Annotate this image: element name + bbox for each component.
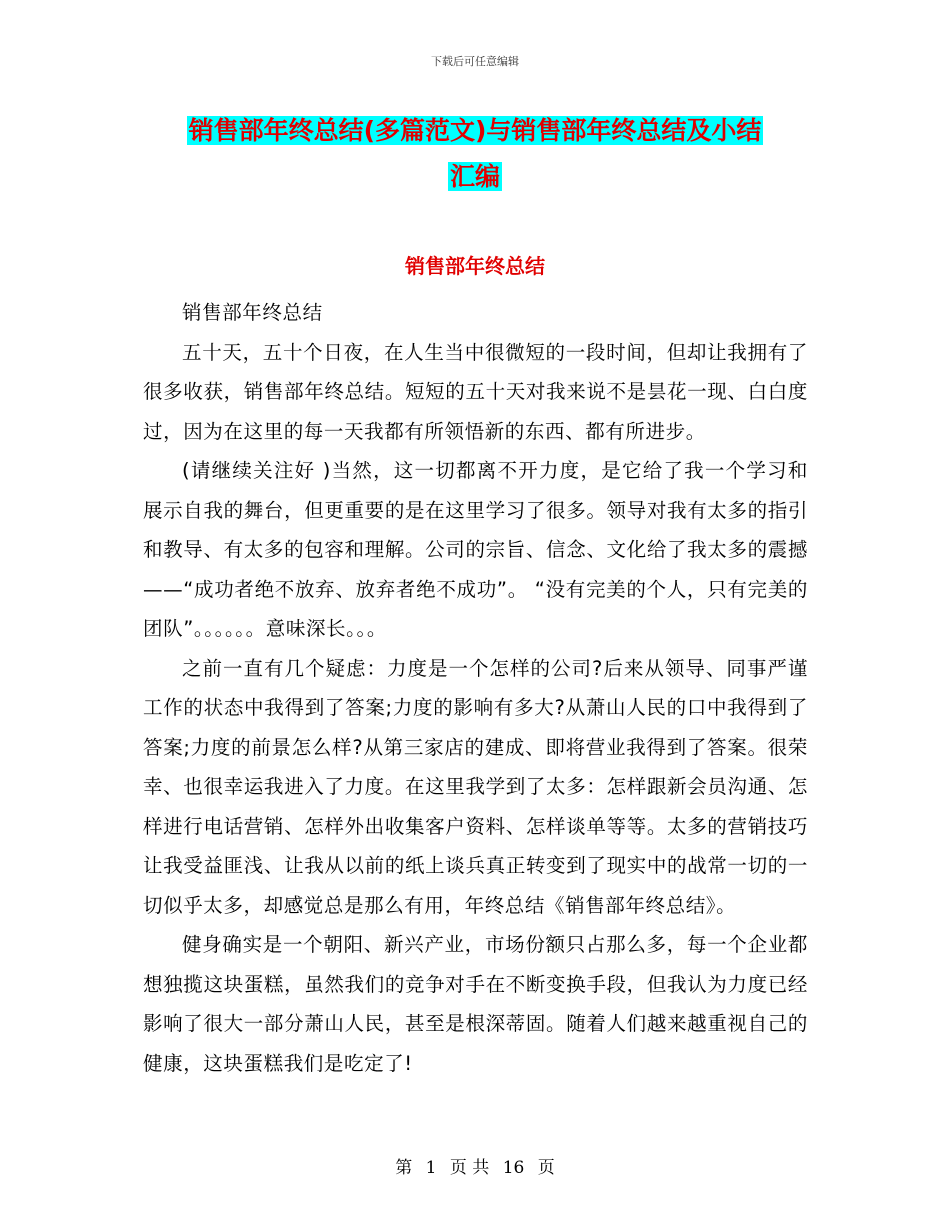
page-footer [0, 1153, 950, 1178]
header-note: 下载后可任意编辑 [431, 55, 519, 68]
footer-middle: 页 共 [449, 1158, 490, 1178]
paragraph: (请继续关注好 )当然，这一切都离不开力度，是它给了我一个学习和展示自我的舞台，但更重要的是在这里学习了很多。领导对我有太多的指引和教导、有太多的包容和理解。公司的宗旨、信念、文化给了我太多的震撼——“成功者绝不放弃、放弃者绝不成功”。 “没有完美的个人，只有完美的团队”。。。。。。意味深长。。。 [143, 459, 808, 640]
document-title [140, 108, 810, 200]
paragraph-subheading: 销售部年终总结 [182, 301, 323, 324]
document-title-line2: 汇编 [449, 162, 500, 191]
paragraph: 五十天，五十个日夜，在人生当中很微短的一段时间，但却让我拥有了很多收获，销售部年终总结。短短的五十天对我来说不是昙花一现、白白度过，因为在这里的每一天我都有所领悟新的东西、都有所进步。 [143, 340, 808, 443]
footer-prefix: 第 [395, 1158, 413, 1178]
document-title-line1: 销售部年终总结(多篇范文)与销售部年终总结及小结 [188, 116, 762, 145]
document-body [143, 293, 808, 1083]
page-number-total: 16 [502, 1158, 525, 1178]
paragraph: 之前一直有几个疑虑：力度是一个怎样的公司?后来从领导、同事严谨工作的状态中我得到了答案;力度的影响有多大?从萧山人民的口中我得到了答案;力度的前景怎么样?从第三家店的建成、即将营业我得到了答案。很荣幸、也很幸运我进入了力度。在这里我学到了太多：怎样跟新会员沟通、怎样进行电话营销、怎样外出收集客户资料、怎样谈单等等。太多的营销技巧让我受益匪浅、让我从以前的纸上谈兵真正转变到了现实中的战常一切的一切似乎太多，却感觉总是那么有用，年终总结《销售部年终总结》。 [143, 656, 808, 917]
page-number-current: 1 [425, 1158, 437, 1178]
paragraph: 健身确实是一个朝阳、新兴产业，市场份额只占那么多，每一个企业都想独揽这块蛋糕，虽然我们的竞争对手在不断变换手段，但我认为力度已经影响了很大一部分萧山人民，甚至是根深蒂固。随着人们越来越重视自己的健康，这块蛋糕我们是吃定了! [143, 933, 808, 1075]
section-title: 销售部年终总结 [405, 254, 545, 278]
footer-suffix: 页 [537, 1158, 555, 1178]
